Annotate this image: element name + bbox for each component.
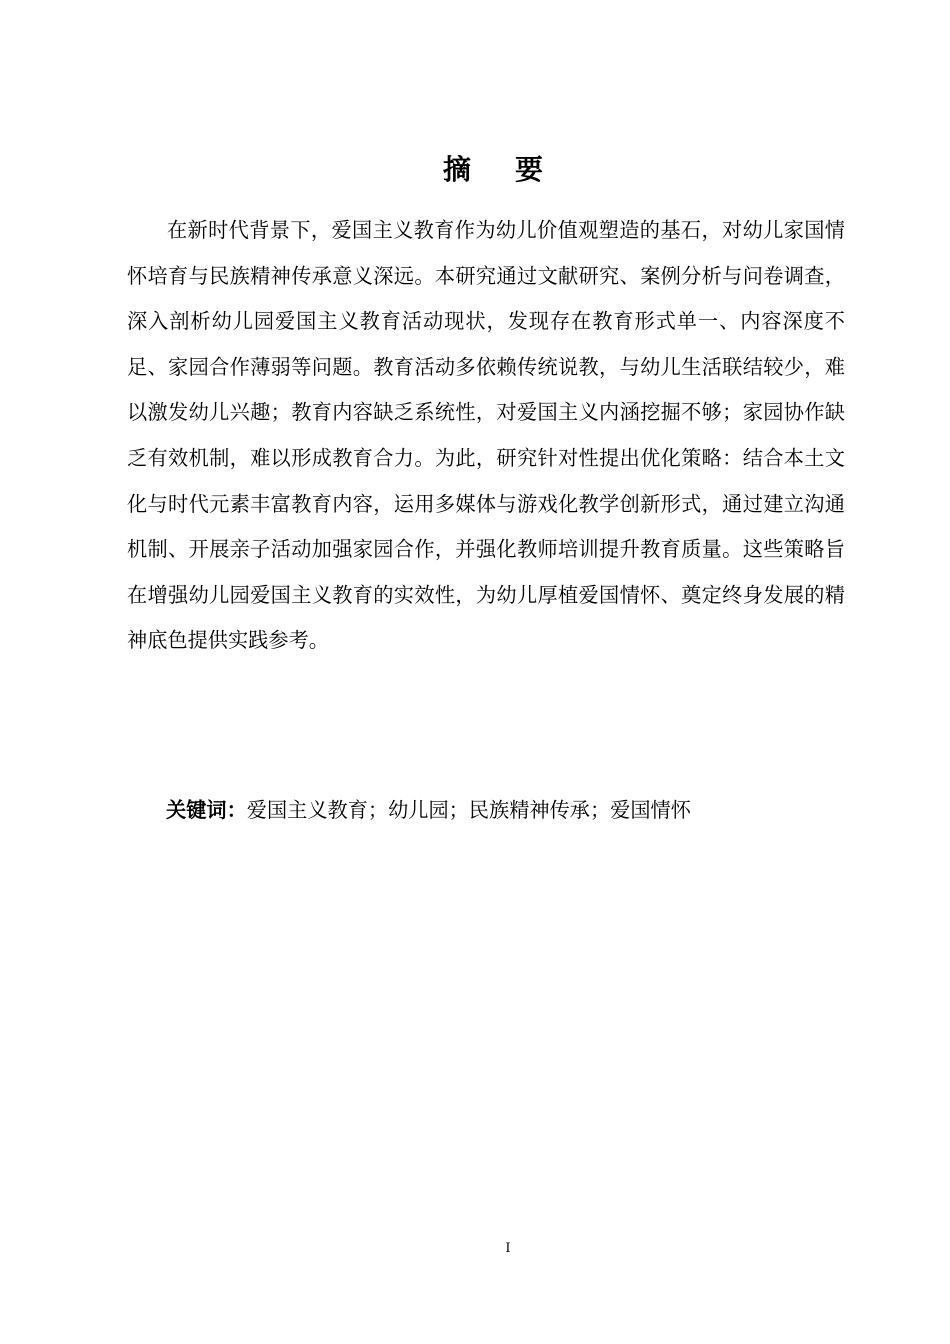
keywords-label: 关键词： [166, 798, 247, 822]
abstract-title-part2: 要 [515, 153, 544, 186]
abstract-title-part1: 摘 [442, 153, 471, 186]
page-number: I [505, 1241, 511, 1256]
keywords-text: 爱国主义教育；幼儿园；民族精神传承；爱国情怀 [246, 798, 691, 822]
keywords-line [166, 788, 866, 833]
abstract-title [0, 150, 950, 190]
abstract-body: 在新时代背景下，爱国主义教育作为幼儿价值观塑造的基石，对幼儿家国情怀培育与民族精神传承意义深远。本研究通过文献研究、案例分析与问卷调查，深入剖析幼儿园爱国主义教育活动现状，发现存在教育形式单一、内容深度不足、家园合作薄弱等问题。教育活动多依赖传统说教，与幼儿生活联结较少，难以激发幼儿兴趣；教育内容缺乏系统性，对爱国主义内涵挖掘不够；家园协作缺乏有效机制，难以形成教育合力。为此，研究针对性提出优化策略：结合本土文化与时代元素丰富教育内容，运用多媒体与游戏化教学创新形式，通过建立沟通机制、开展亲子活动加强家园合作，并强化教师培训提升教育质量。这些策略旨在增强幼儿园爱国主义教育的实效性，为幼儿厚植爱国情怀、奠定终身发展的精神底色提供实践参考。 [127, 218, 845, 653]
